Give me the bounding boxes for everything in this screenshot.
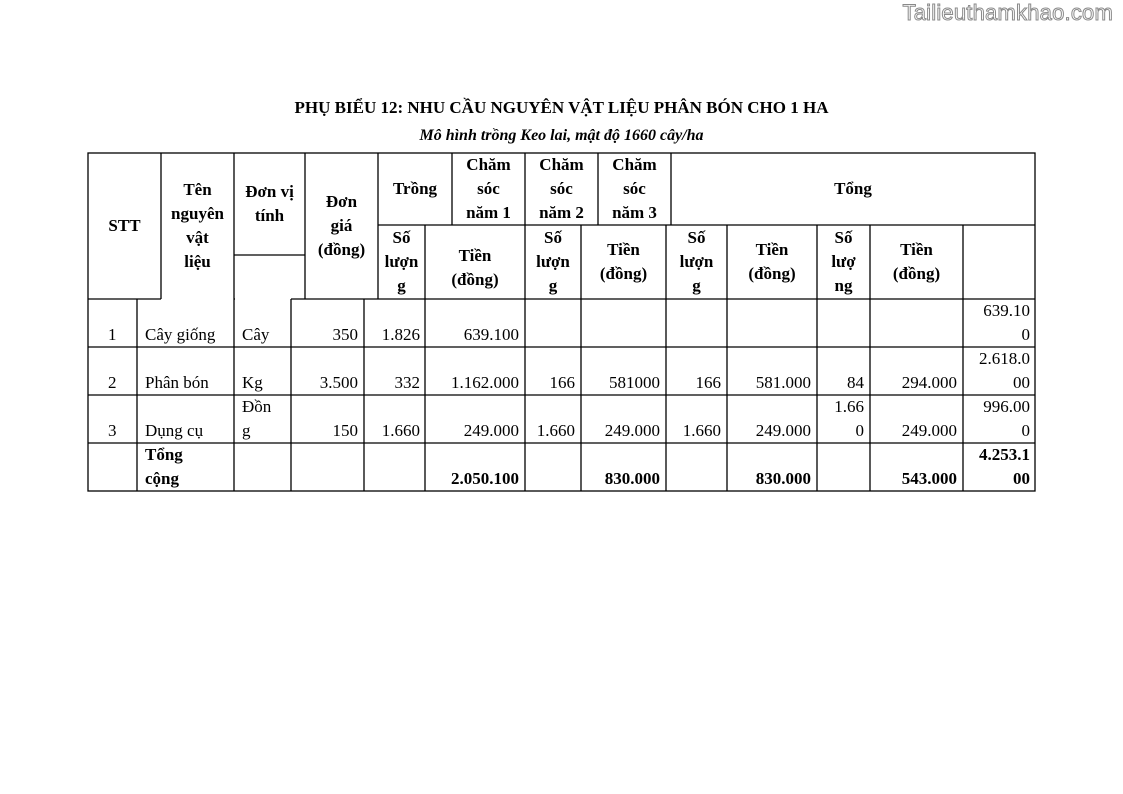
header-cham-soc-nam-1: Chăm sóc năm 1 [466, 155, 511, 222]
row2-q1: 332 [394, 373, 420, 392]
row2-total: 2.618.0 00 [979, 349, 1030, 392]
row2-m1: 1.162.000 [451, 373, 519, 392]
row3-name: Dụng cụ [145, 421, 204, 440]
header-so-luong-2: Số lượn g [536, 228, 570, 295]
header-so-luong-4: Số lượ ng [831, 228, 856, 295]
totals-label: Tổng cộng [145, 445, 183, 488]
header-don-vi-tinh: Đơn vị tính [245, 182, 294, 225]
page-subtitle: Mô hình trồng Keo lai, mật độ 1660 cây/ha [419, 127, 704, 144]
header-cham-soc-nam-2: Chăm sóc năm 2 [539, 155, 584, 222]
totals-m4: 543.000 [901, 469, 957, 488]
header-tien-3: Tiền (đồng) [748, 240, 796, 283]
row3-price: 150 [332, 421, 358, 440]
header-ten-nguyen-vat-lieu: Tên nguyên vật liệu [171, 180, 224, 271]
row3-stt: 3 [108, 421, 117, 440]
row3-q3: 1.660 [682, 421, 721, 440]
header-tong: Tổng [834, 179, 872, 198]
totals-grand-total: 4.253.1 00 [979, 445, 1030, 488]
row1-price: 350 [332, 325, 358, 344]
row1-unit: Cây [242, 325, 270, 344]
row3-m3: 249.000 [755, 421, 811, 440]
totals-m2: 830.000 [604, 469, 660, 488]
header-tien-4: Tiền (đồng) [892, 240, 941, 283]
row2-unit: Kg [242, 373, 263, 392]
header-so-luong-3: Số lượn g [679, 228, 714, 295]
row2-q3: 166 [695, 373, 721, 392]
row1-m1: 639.100 [463, 325, 519, 344]
row2-m2: 581000 [609, 373, 660, 392]
row2-q4: 84 [847, 373, 864, 392]
header-tien-1: Tiền (đồng) [451, 246, 499, 289]
header-so-luong-1: Số lượn g [384, 228, 419, 295]
row1-name: Cây giống [145, 325, 216, 344]
row3-m2: 249.000 [604, 421, 660, 440]
header-don-gia: Đơn giá (đồng) [317, 192, 366, 259]
header-cham-soc-nam-3: Chăm sóc năm 3 [612, 155, 657, 222]
header-stt: STT [108, 216, 141, 235]
row2-name: Phân bón [145, 373, 209, 392]
row3-m4: 249.000 [901, 421, 957, 440]
row2-price: 3.500 [319, 373, 358, 392]
row2-q2: 166 [549, 373, 575, 392]
row3-unit: Đồn g [242, 397, 272, 440]
row3-total: 996.00 0 [983, 397, 1030, 440]
totals-m3: 830.000 [755, 469, 811, 488]
row3-q1: 1.660 [381, 421, 420, 440]
row2-stt: 2 [108, 373, 117, 392]
totals-m1: 2.050.100 [451, 469, 519, 488]
row3-m1: 249.000 [463, 421, 519, 440]
row2-m4: 294.000 [901, 373, 957, 392]
row3-q2: 1.660 [536, 421, 575, 440]
row1-q1: 1.826 [381, 325, 420, 344]
header-trong: Trồng [392, 179, 438, 198]
header-tien-2: Tiền (đồng) [599, 240, 648, 283]
row3-q4: 1.66 0 [834, 397, 864, 440]
row2-m3: 581.000 [755, 373, 811, 392]
row1-stt: 1 [108, 325, 117, 344]
page-title: PHỤ BIỂU 12: NHU CẦU NGUYÊN VẬT LIỆU PHÂN BÓN CHO 1 HA [294, 98, 829, 117]
row1-total: 639.10 0 [983, 301, 1030, 344]
watermark: Tailieuthamkhao.com [902, 0, 1113, 25]
